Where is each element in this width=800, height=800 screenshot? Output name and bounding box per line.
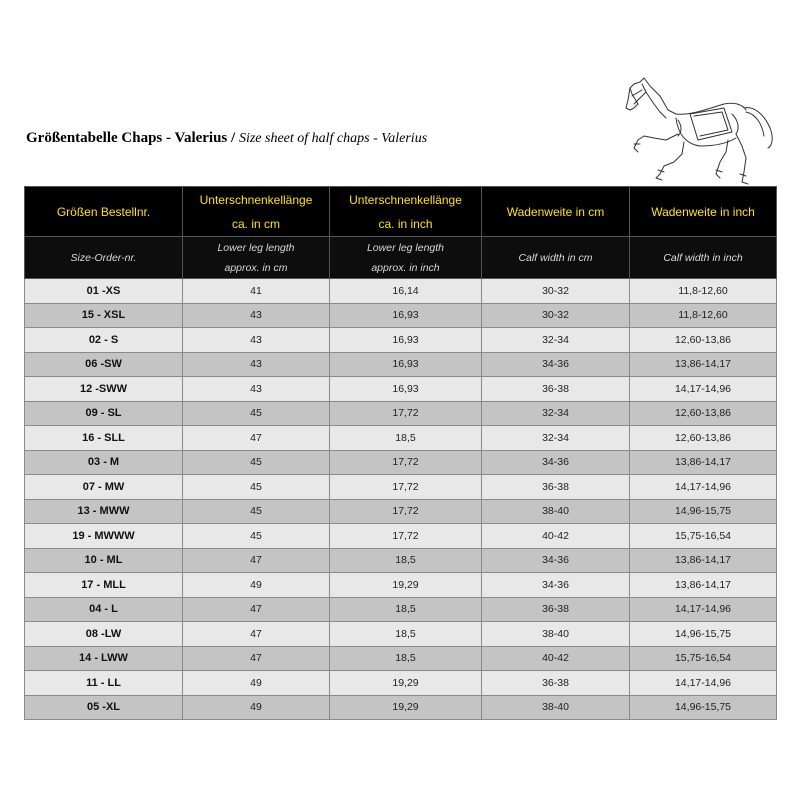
leg-length-inch-cell: 16,93 xyxy=(330,352,482,377)
table-row xyxy=(25,695,777,720)
subheader-leg-length-cm: Lower leg length approx. in cm xyxy=(183,237,330,279)
horse-sketch-image xyxy=(620,74,778,190)
size-cell: 11 - LL xyxy=(25,671,183,696)
calf-width-cm-cell: 36-38 xyxy=(482,597,630,622)
leg-length-cm-cell: 45 xyxy=(183,475,330,500)
header-size-order: Größen Bestellnr. xyxy=(25,187,183,237)
table-row xyxy=(25,499,777,524)
calf-width-cm-cell: 40-42 xyxy=(482,646,630,671)
table-row xyxy=(25,279,777,304)
leg-length-cm-cell: 47 xyxy=(183,426,330,451)
calf-width-cm-cell: 38-40 xyxy=(482,622,630,647)
leg-length-inch-cell: 17,72 xyxy=(330,499,482,524)
size-cell: 14 - LWW xyxy=(25,646,183,671)
size-cell: 06 -SW xyxy=(25,352,183,377)
leg-length-cm-cell: 43 xyxy=(183,352,330,377)
calf-width-inch-cell: 12,60-13,86 xyxy=(630,426,777,451)
calf-width-cm-cell: 36-38 xyxy=(482,475,630,500)
size-cell: 08 -LW xyxy=(25,622,183,647)
calf-width-inch-cell: 15,75-16,54 xyxy=(630,646,777,671)
calf-width-cm-cell: 36-38 xyxy=(482,377,630,402)
leg-length-cm-cell: 41 xyxy=(183,279,330,304)
table-row xyxy=(25,401,777,426)
subheader-calf-width-cm: Calf width in cm xyxy=(482,237,630,279)
calf-width-cm-cell: 32-34 xyxy=(482,328,630,353)
page-title xyxy=(26,130,427,147)
leg-length-inch-cell: 19,29 xyxy=(330,573,482,598)
calf-width-cm-cell: 38-40 xyxy=(482,695,630,720)
table-row xyxy=(25,328,777,353)
leg-length-cm-cell: 49 xyxy=(183,695,330,720)
table-row xyxy=(25,377,777,402)
leg-length-cm-cell: 47 xyxy=(183,622,330,647)
calf-width-inch-cell: 13,86-14,17 xyxy=(630,548,777,573)
calf-width-cm-cell: 34-36 xyxy=(482,573,630,598)
calf-width-cm-cell: 32-34 xyxy=(482,426,630,451)
subheader-calf-width-inch: Calf width in inch xyxy=(630,237,777,279)
calf-width-inch-cell: 15,75-16,54 xyxy=(630,524,777,549)
leg-length-inch-cell: 18,5 xyxy=(330,646,482,671)
title-english: Size sheet of half chaps - Valerius xyxy=(238,131,428,146)
leg-length-inch-cell: 18,5 xyxy=(330,426,482,451)
size-cell: 07 - MW xyxy=(25,475,183,500)
size-cell: 16 - SLL xyxy=(25,426,183,451)
leg-length-cm-cell: 43 xyxy=(183,303,330,328)
size-cell: 03 - M xyxy=(25,450,183,475)
calf-width-inch-cell: 14,17-14,96 xyxy=(630,597,777,622)
leg-length-inch-cell: 16,93 xyxy=(330,303,482,328)
leg-length-inch-cell: 17,72 xyxy=(330,524,482,549)
table-row xyxy=(25,622,777,647)
leg-length-inch-cell: 17,72 xyxy=(330,450,482,475)
calf-width-cm-cell: 34-36 xyxy=(482,548,630,573)
leg-length-inch-cell: 16,14 xyxy=(330,279,482,304)
calf-width-inch-cell: 13,86-14,17 xyxy=(630,352,777,377)
table-row xyxy=(25,352,777,377)
header-leg-length-cm: Unterschnenkellänge ca. in cm xyxy=(183,187,330,237)
calf-width-cm-cell: 34-36 xyxy=(482,352,630,377)
leg-length-cm-cell: 47 xyxy=(183,548,330,573)
table-row xyxy=(25,646,777,671)
calf-width-inch-cell: 14,96-15,75 xyxy=(630,695,777,720)
calf-width-cm-cell: 40-42 xyxy=(482,524,630,549)
subheader-leg-length-inch: Lower leg length approx. in inch xyxy=(330,237,482,279)
table-row xyxy=(25,475,777,500)
leg-length-cm-cell: 49 xyxy=(183,671,330,696)
leg-length-cm-cell: 47 xyxy=(183,646,330,671)
leg-length-cm-cell: 45 xyxy=(183,499,330,524)
leg-length-cm-cell: 47 xyxy=(183,597,330,622)
header-row-english xyxy=(25,237,777,279)
size-table-body xyxy=(25,279,777,720)
header-calf-width-cm: Wadenweite in cm xyxy=(482,187,630,237)
leg-length-cm-cell: 45 xyxy=(183,401,330,426)
leg-length-inch-cell: 17,72 xyxy=(330,475,482,500)
leg-length-cm-cell: 49 xyxy=(183,573,330,598)
leg-length-inch-cell: 18,5 xyxy=(330,597,482,622)
calf-width-inch-cell: 14,17-14,96 xyxy=(630,377,777,402)
size-cell: 17 - MLL xyxy=(25,573,183,598)
calf-width-inch-cell: 11,8-12,60 xyxy=(630,279,777,304)
leg-length-inch-cell: 17,72 xyxy=(330,401,482,426)
header-leg-length-inch: Unterschnenkellänge ca. in inch xyxy=(330,187,482,237)
calf-width-cm-cell: 36-38 xyxy=(482,671,630,696)
calf-width-cm-cell: 34-36 xyxy=(482,450,630,475)
table-row xyxy=(25,573,777,598)
calf-width-inch-cell: 14,17-14,96 xyxy=(630,475,777,500)
table-row xyxy=(25,450,777,475)
calf-width-inch-cell: 13,86-14,17 xyxy=(630,450,777,475)
table-row xyxy=(25,524,777,549)
calf-width-inch-cell: 14,17-14,96 xyxy=(630,671,777,696)
size-cell: 15 - XSL xyxy=(25,303,183,328)
size-cell: 01 -XS xyxy=(25,279,183,304)
calf-width-inch-cell: 11,8-12,60 xyxy=(630,303,777,328)
leg-length-cm-cell: 43 xyxy=(183,377,330,402)
title-german: Größentabelle Chaps - Valerius / xyxy=(26,130,236,146)
calf-width-cm-cell: 30-32 xyxy=(482,303,630,328)
calf-width-cm-cell: 30-32 xyxy=(482,279,630,304)
leg-length-cm-cell: 45 xyxy=(183,450,330,475)
size-cell: 12 -SWW xyxy=(25,377,183,402)
table-row xyxy=(25,303,777,328)
size-cell: 05 -XL xyxy=(25,695,183,720)
leg-length-cm-cell: 45 xyxy=(183,524,330,549)
size-cell: 04 - L xyxy=(25,597,183,622)
calf-width-inch-cell: 13,86-14,17 xyxy=(630,573,777,598)
calf-width-inch-cell: 12,60-13,86 xyxy=(630,401,777,426)
size-cell: 09 - SL xyxy=(25,401,183,426)
leg-length-inch-cell: 19,29 xyxy=(330,671,482,696)
calf-width-cm-cell: 38-40 xyxy=(482,499,630,524)
table-row xyxy=(25,548,777,573)
table-row xyxy=(25,597,777,622)
leg-length-inch-cell: 16,93 xyxy=(330,377,482,402)
leg-length-inch-cell: 18,5 xyxy=(330,548,482,573)
size-table xyxy=(24,186,777,720)
table-row xyxy=(25,671,777,696)
calf-width-inch-cell: 14,96-15,75 xyxy=(630,499,777,524)
calf-width-inch-cell: 14,96-15,75 xyxy=(630,622,777,647)
calf-width-inch-cell: 12,60-13,86 xyxy=(630,328,777,353)
leg-length-inch-cell: 18,5 xyxy=(330,622,482,647)
subheader-size-order: Size-Order-nr. xyxy=(25,237,183,279)
size-cell: 13 - MWW xyxy=(25,499,183,524)
size-cell: 19 - MWWW xyxy=(25,524,183,549)
leg-length-cm-cell: 43 xyxy=(183,328,330,353)
leg-length-inch-cell: 16,93 xyxy=(330,328,482,353)
size-cell: 10 - ML xyxy=(25,548,183,573)
header-calf-width-inch: Wadenweite in inch xyxy=(630,187,777,237)
calf-width-cm-cell: 32-34 xyxy=(482,401,630,426)
table-row xyxy=(25,426,777,451)
size-cell: 02 - S xyxy=(25,328,183,353)
leg-length-inch-cell: 19,29 xyxy=(330,695,482,720)
header-row-german xyxy=(25,187,777,237)
